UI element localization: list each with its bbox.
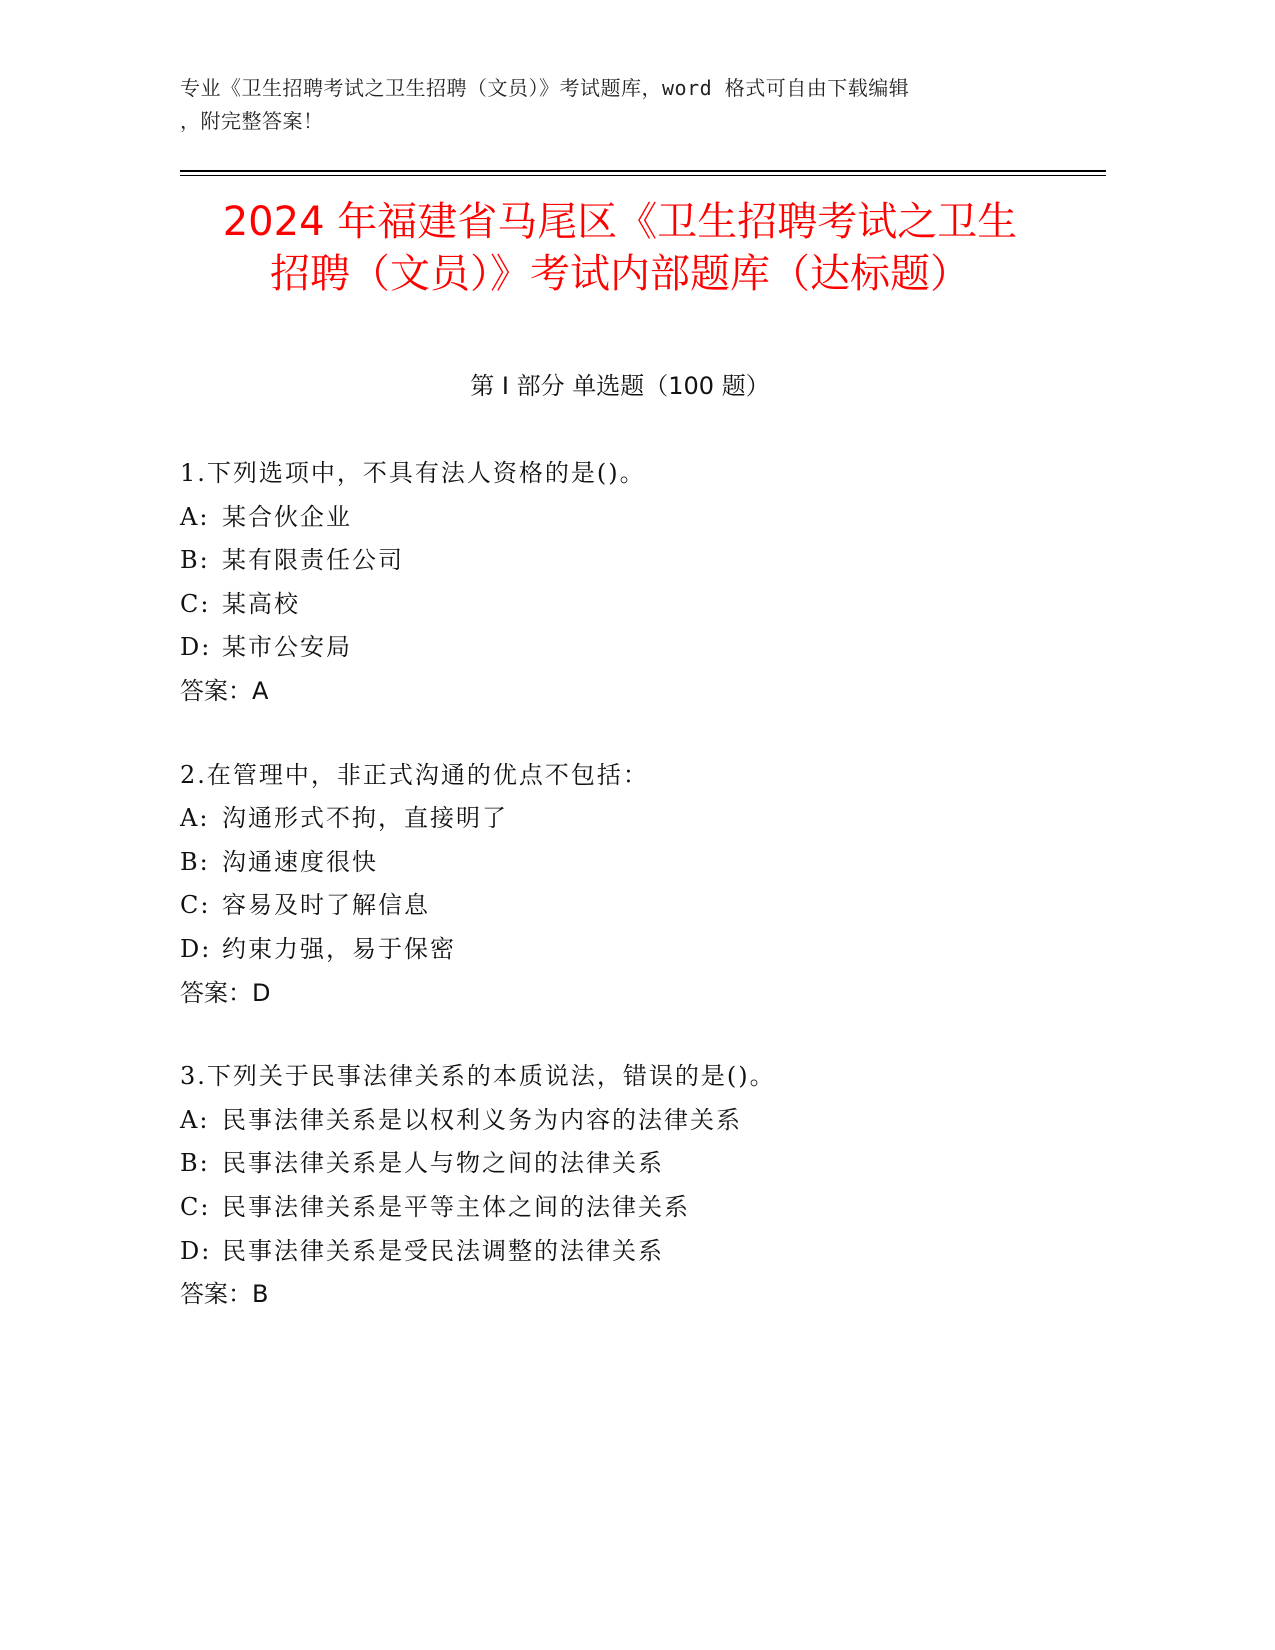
document-title-line-1: 2024 年福建省马尾区《卫生招聘考试之卫生 [222,199,1018,245]
option-a [180,1099,1080,1143]
answer: 答案：A [180,676,269,705]
option-text: 某有限责任公司 [222,546,404,575]
option-text: 某高校 [222,589,300,618]
option-c [180,1186,1080,1230]
option-a [180,496,1080,540]
option-key: B: [180,847,210,876]
section-title: 第 I 部分 单选题（100 题） [470,372,770,400]
option-d [180,928,1080,972]
option-b [180,841,1080,885]
option-key: C: [180,891,211,920]
option-text: 民事法律关系是受民法调整的法律关系 [222,1236,664,1265]
answer: 答案：D [180,978,271,1007]
option-key: A: [180,804,210,833]
option-key: A: [180,1105,210,1134]
question-1 [180,452,1080,714]
header-divider-thick [180,170,1106,172]
option-key: C: [180,589,211,618]
option-key: D: [180,1236,212,1265]
question-3 [180,1055,1080,1317]
header-divider-thin [180,175,1106,176]
option-text: 沟通速度很快 [222,847,378,876]
option-key: A: [180,502,210,531]
option-a [180,797,1080,841]
option-text: 容易及时了解信息 [222,891,430,920]
question-list [180,452,1080,1357]
option-text: 约束力强，易于保密 [222,934,456,963]
option-text: 沟通形式不拘，直接明了 [222,804,508,833]
option-key: C: [180,1192,211,1221]
header-note [180,72,1060,138]
option-text: 民事法律关系是以权利义务为内容的法律关系 [222,1105,742,1134]
option-c [180,583,1080,627]
option-key: D: [180,633,212,662]
document-title-line-2: 招聘（文员）》考试内部题库（达标题） [270,251,970,297]
option-b [180,1142,1080,1186]
option-text: 民事法律关系是平等主体之间的法律关系 [222,1192,690,1221]
question-stem: 2.在管理中，非正式沟通的优点不包括： [180,760,649,789]
question-2 [180,754,1080,1016]
option-text: 某合伙企业 [222,502,352,531]
option-key: B: [180,546,210,575]
header-note-line-1: 专业《卫生招聘考试之卫生招聘（文员）》考试题库，word 格式可自由下载编辑 [180,76,910,100]
option-b [180,539,1080,583]
question-stem: 3.下列关于民事法律关系的本质说法，错误的是()。 [180,1062,776,1091]
document-title [180,196,1060,300]
option-c [180,884,1080,928]
answer: 答案：B [180,1280,269,1309]
option-text: 某市公安局 [222,633,352,662]
question-stem: 1.下列选项中，不具有法人资格的是()。 [180,459,646,487]
header-note-line-2: ，附完整答案！ [180,109,324,133]
option-d [180,626,1080,670]
option-d [180,1230,1080,1274]
option-text: 民事法律关系是人与物之间的法律关系 [222,1149,664,1178]
option-key: D: [180,934,212,963]
option-key: B: [180,1149,210,1178]
